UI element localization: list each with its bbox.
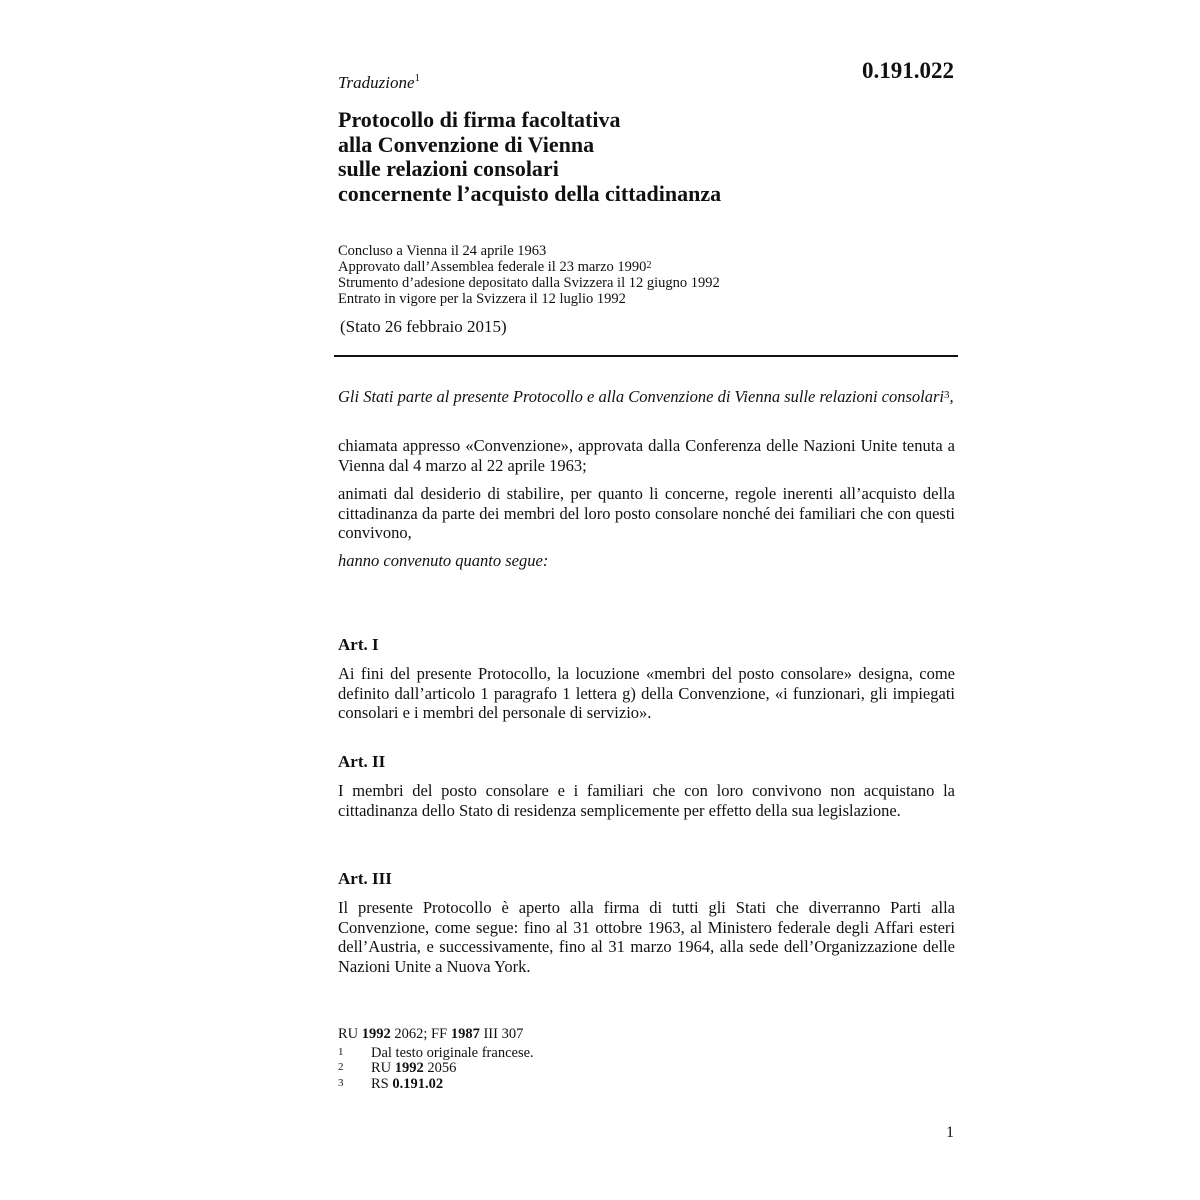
meta-instrument: Strumento d’adesione depositato dalla Svizzera il 12 giugno 1992 [338, 275, 720, 291]
article-1-heading: Art. I [338, 635, 379, 654]
footnote-3 [338, 1077, 958, 1093]
footnote-3-prefix: RS [371, 1075, 393, 1092]
footnote-1-text: Dal testo originale francese. [371, 1044, 534, 1061]
article-2-text: I membri del posto consolare e i familiari che con loro convivono non acquistano la cittadinanza dello Stato di residenza semplicemente per effetto della sua legislazione. [338, 781, 955, 820]
preamble-paragraph-2: animati dal desiderio di stabilire, per quanto li concerne, regole inerenti all’acquisto della cittadinanza da parte dei membri del loro posto consolare nonché dei familiari che con questi convivono, [338, 484, 955, 542]
footnote-2-text [371, 1061, 456, 1077]
title-line-3: sulle relazioni consolari [338, 156, 559, 181]
footnote-1-number: 1 [338, 1045, 344, 1058]
footnote-ref-3[interactable]: 3 [944, 389, 950, 401]
preamble-paragraph-1: chiamata appresso «Convenzione», approvata dalla Conferenza delle Nazioni Unite tenuta a Vienna dal 4 marzo al 22 aprile 1963; [338, 436, 955, 475]
footnote-2-suffix: 2056 [423, 1060, 457, 1076]
source-ru-year: 1992 [361, 1026, 391, 1042]
document-title [338, 108, 958, 206]
meta-approved-text: Approvato dall’Assemblea federale il 23 marzo 1990 [338, 259, 647, 275]
preamble-intro [338, 387, 955, 407]
article-2-heading: Art. II [338, 752, 386, 771]
source-ru-rest: 2062; FF [390, 1026, 451, 1042]
meta-concluded: Concluso a Vienna il 24 aprile 1963 [338, 243, 547, 259]
footnote-2-number: 2 [338, 1061, 344, 1073]
meta-in-force: Entrato in vigore per la Svizzera il 12 luglio 1992 [338, 291, 626, 307]
footnote-2-bold: 1992 [394, 1060, 424, 1076]
treaty-metadata [338, 243, 958, 307]
preamble-intro-end: , [949, 387, 954, 406]
footnote-2 [338, 1061, 958, 1077]
source-ff-rest: III 307 [479, 1026, 524, 1042]
title-line-2: alla Convenzione di Vienna [338, 131, 595, 157]
article-3-text: Il presente Protocollo è aperto alla firma di tutti gli Stati che diverranno Parti alla Convenzione, come segue: fino al 31 ottobre 1963, al Ministero federale degli Affari esteri dell’Austria, e successivamente, fino al 31 marzo 1964, alla sede dell’Organizzazione delle Nazioni Unite a Nuova York. [338, 898, 955, 976]
footnote-3-bold: 0.191.02 [392, 1075, 444, 1092]
footnotes [338, 1027, 958, 1092]
footnote-1 [338, 1046, 958, 1062]
footnote-3-number: 3 [338, 1076, 344, 1089]
header-divider [334, 355, 958, 357]
footnote-2-prefix: RU [371, 1060, 395, 1076]
meta-approved [338, 259, 958, 275]
article-1-text: Ai fini del presente Protocollo, la locuzione «membri del posto consolare» designa, come definito dall’articolo 1 paragrafo 1 lettera g) della Convenzione, «i funzionari, gli impiegati consolari e i membri del personale di servizio». [338, 664, 955, 722]
source-ff-year: 1987 [450, 1026, 480, 1042]
footnote-source [338, 1027, 958, 1043]
translation-label [338, 73, 420, 93]
page-number: 1 [946, 1124, 954, 1141]
status-date: (Stato 26 febbraio 2015) [340, 317, 507, 336]
footnote-ref-2[interactable]: 2 [646, 260, 652, 271]
document-number: 0.191.022 [862, 58, 954, 83]
footnote-3-text [371, 1077, 443, 1093]
title-line-1: Protocollo di firma facoltativa [338, 107, 621, 132]
preamble-closing: hanno convenuto quanto segue: [338, 551, 549, 570]
translation-label-text: Traduzione [338, 73, 415, 92]
footnote-ref-1[interactable]: 1 [414, 72, 421, 84]
title-line-4: concernente l’acquisto della cittadinanza [338, 180, 722, 206]
article-3-heading: Art. III [338, 869, 392, 888]
preamble-intro-text: Gli Stati parte al presente Protocollo e alla Convenzione di Vienna sulle relazioni consolari [338, 387, 944, 406]
source-ru-prefix: RU [338, 1026, 362, 1042]
